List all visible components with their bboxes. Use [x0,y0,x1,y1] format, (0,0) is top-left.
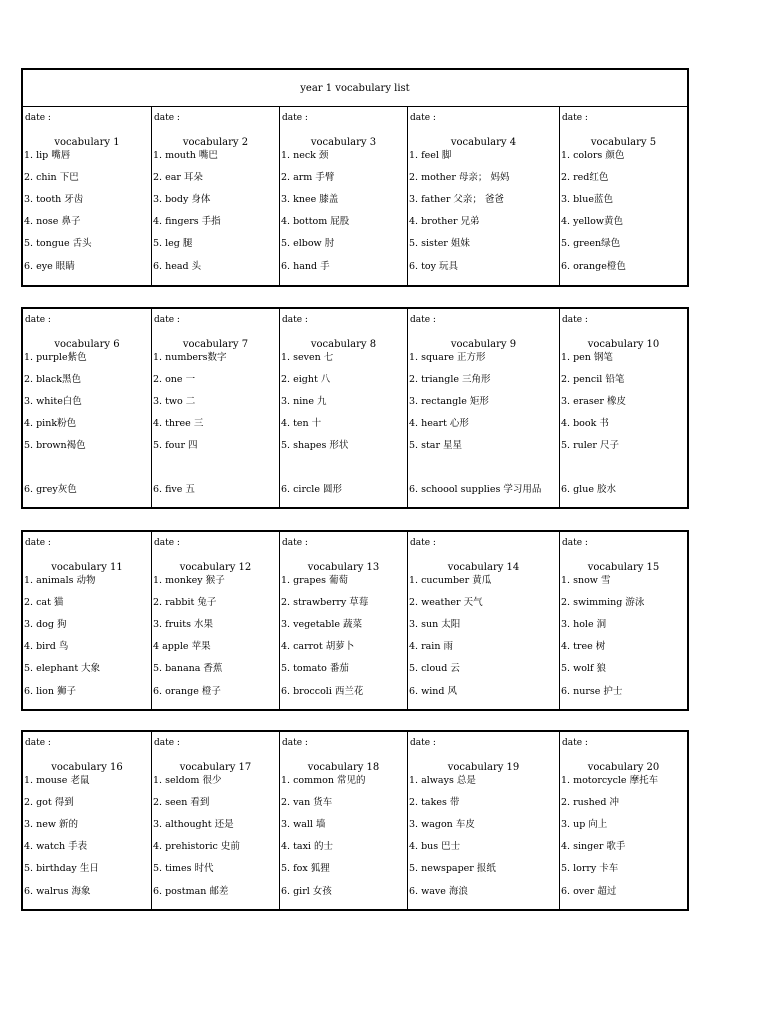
vocabulary-heading: vocabulary 3 [310,137,377,148]
vocabulary-item: 1. cucumber 黄瓜 [409,575,492,586]
vocabulary-item: 2. red红色 [561,172,609,183]
vocabulary-block [21,307,689,509]
vocabulary-item: 2. mother 母亲； 妈妈 [409,172,510,183]
vocabulary-column [280,107,408,285]
vocabulary-item: 5. lorry 卡车 [561,863,619,874]
page-title [21,68,689,107]
date-label: date : [562,538,588,548]
vocabulary-heading: vocabulary 11 [51,562,123,573]
vocabulary-item: 5. banana 香蕉 [153,663,223,674]
vocabulary-item: 3. hole 洞 [561,619,607,630]
vocabulary-item: 5. leg 腿 [153,238,193,249]
vocabulary-item: 3. tooth 牙齿 [24,194,84,205]
vocabulary-item: 6. girl 女孩 [281,886,332,897]
date-label: date : [410,538,436,548]
vocabulary-item: 6. glue 胶水 [561,484,616,495]
vocabulary-heading: vocabulary 17 [179,762,252,773]
vocabulary-heading: vocabulary 16 [51,762,123,773]
vocabulary-item: 5. cloud 云 [409,663,460,674]
vocabulary-item: 1. grapes 葡萄 [281,575,348,586]
vocabulary-item: 4. brother 兄弟 [409,216,480,227]
vocabulary-column [560,309,687,507]
vocabulary-column [408,107,560,285]
vocabulary-item: 6. wave 海浪 [409,886,468,897]
vocabulary-item: 1. purple紫色 [24,352,87,363]
vocabulary-item: 3. fruits 水果 [153,619,214,630]
vocabulary-item: 5. sister 姐妹 [409,238,470,249]
vocabulary-heading: vocabulary 2 [182,137,249,148]
vocabulary-item: 6. head 头 [153,261,202,272]
vocabulary-item: 2. takes 带 [409,797,460,808]
vocabulary-item: 3. rectangle 矩形 [409,396,489,407]
vocabulary-heading: vocabulary 10 [587,339,660,350]
vocabulary-item: 6. orange橙色 [561,261,626,272]
vocabulary-item: 3. dog 狗 [24,619,67,630]
vocabulary-item: 4. rain 雨 [409,641,453,652]
vocabulary-item: 5. elephant 大象 [24,663,101,674]
vocabulary-item: 3. sun 太阳 [409,619,461,630]
vocabulary-item: 3. up 向上 [561,819,608,830]
vocabulary-item: 1. colors 颜色 [561,150,625,161]
vocabulary-item: 5. ruler 尺子 [561,440,619,451]
vocabulary-item: 6. walrus 海象 [24,886,91,897]
vocabulary-item: 5. star 星星 [409,440,463,451]
vocabulary-heading: vocabulary 5 [590,137,657,148]
vocabulary-column [560,107,687,285]
vocabulary-heading: vocabulary 18 [307,762,380,773]
vocabulary-column [23,309,152,507]
vocabulary-item: 3. wagon 车皮 [409,819,475,830]
vocabulary-item: 1. neck 颈 [281,150,329,161]
title-text: year 1 vocabulary list [300,82,410,94]
vocabulary-item: 4. yellow黄色 [561,216,624,227]
vocabulary-item: 5. brown褐色 [24,440,86,451]
vocabulary-heading: vocabulary 15 [587,562,660,573]
vocabulary-item: 2. eight 八 [281,374,331,385]
date-label: date : [154,315,180,325]
vocabulary-item: 3. althought 还是 [153,819,234,830]
vocabulary-column [408,309,560,507]
vocabulary-item: 1. mouth 嘴巴 [153,150,218,161]
vocabulary-item: 4. pink粉色 [24,418,77,429]
vocabulary-item: 6. over 超过 [561,886,617,897]
vocabulary-block [21,106,689,287]
vocabulary-item: 6. wind 风 [409,686,457,697]
vocabulary-item: 6. grey灰色 [24,484,77,495]
vocabulary-item: 3. knee 膝盖 [281,194,339,205]
vocabulary-item: 5. four 四 [153,440,198,451]
vocabulary-item: 3. wall 墙 [281,819,326,830]
vocabulary-item: 1. feel 脚 [409,150,452,161]
vocabulary-item: 2. cat 猫 [24,597,64,608]
vocabulary-item: 4. ten 十 [281,418,322,429]
vocabulary-item: 2. strawberry 草莓 [281,597,369,608]
date-label: date : [25,113,51,123]
vocabulary-item: 2. triangle 三角形 [409,374,491,385]
vocabulary-item: 3. vegetable 蔬菜 [281,619,363,630]
vocabulary-item: 2. got 得到 [24,797,74,808]
vocabulary-item: 2. chin 下巴 [24,172,79,183]
vocabulary-item: 6. circle 圆形 [281,484,342,495]
vocabulary-column [408,732,560,909]
vocabulary-item: 6. schoool supplies 学习用品 [409,484,542,495]
date-label: date : [154,113,180,123]
vocabulary-item: 4. nose 鼻子 [24,216,81,227]
vocabulary-item: 3. nine 九 [281,396,327,407]
vocabulary-item: 3. body 身体 [153,194,211,205]
vocabulary-column [280,309,408,507]
vocabulary-item: 3. eraser 橡皮 [561,396,626,407]
vocabulary-column [560,732,687,909]
vocabulary-item: 6. hand 手 [281,261,330,272]
vocabulary-item: 3. blue蓝色 [561,194,613,205]
vocabulary-item: 4. book 书 [561,418,609,429]
vocabulary-item: 2. rabbit 兔子 [153,597,217,608]
vocabulary-item: 1. seldom 很少 [153,775,222,786]
vocabulary-item: 6. postman 邮差 [153,886,229,897]
vocabulary-item: 2. one 一 [153,374,196,385]
vocabulary-column [23,532,152,709]
vocabulary-heading: vocabulary 8 [310,339,377,350]
vocabulary-item: 4. tree 树 [561,641,606,652]
vocabulary-column [408,532,560,709]
vocabulary-item: 5. elbow 肘 [281,238,335,249]
date-label: date : [562,315,588,325]
vocabulary-item: 4. singer 歌手 [561,841,626,852]
date-label: date : [282,738,308,748]
date-label: date : [282,315,308,325]
vocabulary-item: 5. shapes 形状 [281,440,349,451]
date-label: date : [154,538,180,548]
vocabulary-item: 5. birthday 生日 [24,863,99,874]
vocabulary-item: 4. bus 巴士 [409,841,461,852]
vocabulary-item: 6. eye 眼睛 [24,261,75,272]
vocabulary-item: 2. ear 耳朵 [153,172,203,183]
vocabulary-item: 1. motorcycle 摩托车 [561,775,659,786]
vocabulary-item: 6. lion 狮子 [24,686,77,697]
vocabulary-column [152,309,280,507]
date-label: date : [562,113,588,123]
vocabulary-item: 3. two 二 [153,396,196,407]
vocabulary-column [23,107,152,285]
vocabulary-block [21,530,689,711]
vocabulary-item: 6. nurse 护士 [561,686,623,697]
vocabulary-item: 4. heart 心形 [409,418,469,429]
vocabulary-item: 2. arm 手臂 [281,172,335,183]
date-label: date : [410,113,436,123]
vocabulary-heading: vocabulary 6 [54,339,120,350]
vocabulary-column [560,532,687,709]
date-label: date : [282,538,308,548]
vocabulary-item: 1. common 常见的 [281,775,366,786]
date-label: date : [154,738,180,748]
vocabulary-item: 6. broccoli 西兰花 [281,686,364,697]
vocabulary-column [152,532,280,709]
vocabulary-heading: vocabulary 19 [447,762,520,773]
vocabulary-item: 4. taxi 的士 [281,841,333,852]
vocabulary-column [152,107,280,285]
date-label: date : [562,738,588,748]
vocabulary-heading: vocabulary 7 [182,339,249,350]
vocabulary-item: 3. father 父亲； 爸爸 [409,194,504,205]
date-label: date : [25,315,51,325]
vocabulary-heading: vocabulary 13 [307,562,380,573]
vocabulary-item: 4 apple 苹果 [153,641,211,652]
vocabulary-item: 1. animals 动物 [24,575,96,586]
date-label: date : [282,113,308,123]
vocabulary-item: 1. seven 七 [281,352,334,363]
vocabulary-block [21,730,689,911]
date-label: date : [410,315,436,325]
vocabulary-item: 5. times 时代 [153,863,214,874]
vocabulary-item: 2. black黑色 [24,374,81,385]
vocabulary-item: 2. weather 天气 [409,597,483,608]
vocabulary-item: 2. van 货车 [281,797,333,808]
vocabulary-item: 1. pen 钢笔 [561,352,613,363]
vocabulary-item: 2. rushed 冲 [561,797,619,808]
vocabulary-heading: vocabulary 9 [450,339,517,350]
vocabulary-heading: vocabulary 20 [587,762,660,773]
vocabulary-column [152,732,280,909]
vocabulary-column [280,732,408,909]
vocabulary-item: 6. orange 橙子 [153,686,221,697]
vocabulary-column [280,532,408,709]
date-label: date : [410,738,436,748]
vocabulary-item: 1. snow 雪 [561,575,611,586]
vocabulary-item: 2. pencil 铅笔 [561,374,625,385]
vocabulary-item: 5. green绿色 [561,238,621,249]
vocabulary-heading: vocabulary 12 [179,562,252,573]
vocabulary-item: 5. fox 狐狸 [281,863,330,874]
vocabulary-item: 2. swimming 游泳 [561,597,645,608]
vocabulary-item: 1. always 总是 [409,775,476,786]
vocabulary-item: 4. bird 鸟 [24,641,69,652]
vocabulary-item: 3. new 新的 [24,819,78,830]
vocabulary-item: 5. wolf 狼 [561,663,607,674]
vocabulary-item: 1. mouse 老鼠 [24,775,90,786]
vocabulary-heading: vocabulary 1 [54,137,120,148]
date-label: date : [25,738,51,748]
vocabulary-item: 4. watch 手表 [24,841,88,852]
vocabulary-item: 4. prehistoric 史前 [153,841,240,852]
vocabulary-heading: vocabulary 4 [450,137,517,148]
vocabulary-item: 1. monkey 猴子 [153,575,225,586]
vocabulary-item: 1. square 正方形 [409,352,486,363]
date-label: date : [25,538,51,548]
vocabulary-column [23,732,152,909]
vocabulary-item: 6. toy 玩具 [409,261,459,272]
vocabulary-item: 1. numbers数字 [153,352,227,363]
vocabulary-item: 4. fingers 手指 [153,216,221,227]
vocabulary-item: 5. tongue 舌头 [24,238,92,249]
vocabulary-item: 5. newspaper 报纸 [409,863,496,874]
vocabulary-item: 4. three 三 [153,418,204,429]
vocabulary-item: 2. seen 看到 [153,797,210,808]
vocabulary-item: 6. five 五 [153,484,195,495]
vocabulary-item: 4. carrot 胡萝卜 [281,641,355,652]
vocabulary-item: 4. bottom 屁股 [281,216,350,227]
vocabulary-item: 1. lip 嘴唇 [24,150,71,161]
vocabulary-item: 5. tomato 番茄 [281,663,349,674]
vocabulary-heading: vocabulary 14 [447,562,520,573]
vocabulary-item: 3. white白色 [24,396,82,407]
